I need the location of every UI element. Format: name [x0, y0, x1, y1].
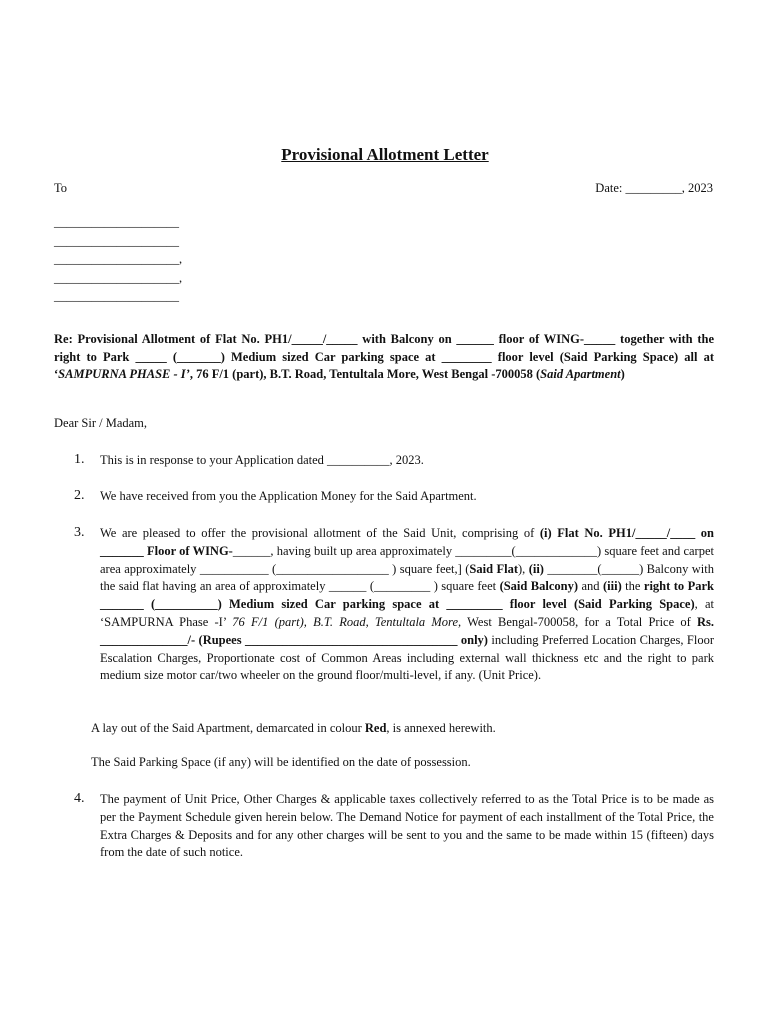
subject-address: , 76 F/1 (part), B.T. Road, Tentultala More, West Bengal -700058 ( — [189, 367, 541, 381]
address-block — [54, 213, 182, 306]
subject-close: ) — [620, 367, 625, 381]
salutation: Dear Sir / Madam, — [54, 416, 148, 430]
letter-title: Provisional Allotment Letter — [281, 145, 489, 164]
list-item — [74, 488, 714, 506]
address-line: ____________________, — [54, 270, 183, 285]
address-line: ____________________ — [54, 215, 179, 229]
item-number: 4. — [74, 791, 85, 806]
address-line: ____________________ — [54, 289, 179, 303]
date-line: Date: _________, 2023 — [595, 181, 713, 195]
address-line: ____________________ — [54, 233, 179, 248]
project-name: SAMPURNA PHASE - I’ — [58, 367, 190, 381]
address-line: ____________________, — [54, 252, 183, 266]
layout-annex-note: A lay out of the Said Apartment, demarcated in colour Red, is annexed herewith. — [91, 721, 496, 735]
item-number: 3. — [74, 525, 85, 540]
subject-text: Re: Provisional Allotment of Flat No. PH1/_____/_____ with Balcony on ______ floor of WING-_____ together with the right to Park _____ (_______) Medium sized Car parking space at ________ floor level (Said Parking Space) all at ‘ — [54, 332, 714, 381]
said-apartment-term: Said Apartment — [540, 367, 621, 381]
list-item — [74, 452, 714, 470]
parking-note: The Said Parking Space (if any) will be identified on the date of possession. — [91, 755, 471, 769]
item-text: We have received from you the Application Money for the Said Apartment. — [100, 489, 477, 503]
list-item — [74, 525, 714, 685]
item-text: This is in response to your Application dated __________, 2023. — [100, 453, 424, 467]
item-text: The payment of Unit Price, Other Charges & applicable taxes collectively referred to as the Total Price is to be made as per the Payment Schedule given herein below. The Demand Notice for payment of each installment of the Total Price, the Extra Charges & Deposits and for any other charges will be sent to you and the same to be made within 15 (fifteen) days from the date of such notice. — [100, 792, 714, 860]
list-item — [74, 791, 714, 862]
item-number: 1. — [74, 452, 85, 467]
subject-reference — [54, 331, 714, 384]
item-number: 2. — [74, 488, 85, 503]
to-label: To — [54, 181, 68, 195]
item-text: We are pleased to offer the provisional allotment of the Said Unit, comprising of (i) Flat No. PH1/_____/____ on _______ Floor of WING-______, having built up area approximately _________(_____________) square feet and carpet area approximately ___________ (__________________ ) square feet,] (Said Flat), (ii) ________(______) Balcony with the said flat having an area of approximately ______ (_________ ) square feet (Said Balcony) and (iii) the right to Park _______ (__________) Medium sized Car parking space at _________ floor level (Said Parking Space), at ‘SAMPURNA Phase -I’ 76 F/1 (part), B.T. Road, Tentultala More, West Bengal-700058, for a Total Price of Rs. ______________/- (Rupees __________________________________ only) including Preferred Location Charges, Floor Escalation Charges, Proportionate cost of Common Areas including external wall thickness etc and the right to park medium size motor car/two wheeler on the ground floor/multi-level, if any. (Unit Price). — [100, 526, 714, 683]
